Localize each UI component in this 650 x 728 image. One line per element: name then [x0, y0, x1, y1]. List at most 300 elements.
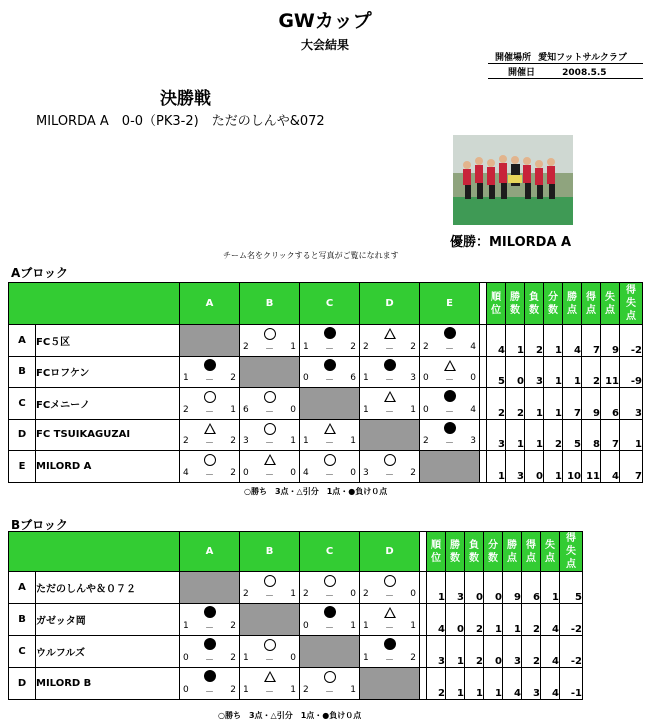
stat-value: -9: [620, 356, 643, 388]
match-score: [183, 436, 236, 449]
match-score: [243, 468, 296, 481]
score-against: 2: [350, 341, 356, 352]
stat-header-char: 順: [491, 291, 501, 303]
match-cell: [240, 636, 300, 668]
match-cell: [360, 636, 420, 668]
stat-value: 4: [563, 325, 582, 357]
stat-header-char: 負: [529, 291, 539, 303]
score-for: 0: [423, 404, 429, 415]
match-cell: [240, 325, 300, 357]
match-cell: [300, 572, 360, 604]
score-against: 2: [230, 467, 236, 478]
stat-header: [544, 283, 563, 325]
column-header: C: [300, 283, 360, 325]
win-circle-icon: [384, 454, 396, 466]
match-cell: [240, 668, 300, 700]
score-dash: －: [264, 470, 274, 481]
score-against: 1: [350, 621, 356, 631]
stat-header: [446, 532, 465, 572]
score-dash: －: [324, 624, 334, 634]
block-a-body: [9, 283, 643, 483]
score-dash: －: [384, 376, 394, 386]
score-against: 6: [350, 373, 356, 383]
score-for: 0: [303, 373, 309, 383]
match-score: [183, 653, 236, 666]
stat-header: [563, 283, 582, 325]
separator: [480, 388, 487, 420]
stat-value: -2: [560, 604, 583, 636]
score-dash: －: [324, 376, 334, 386]
team-name-link[interactable]: FCロフケン: [36, 356, 180, 388]
score-against: 0: [410, 589, 416, 599]
stat-value: 0: [525, 451, 544, 483]
stat-value: 1: [503, 604, 522, 636]
column-header: C: [300, 532, 360, 572]
match-score: [303, 342, 356, 355]
win-circle-icon: [324, 671, 336, 683]
score-for: 1: [303, 436, 309, 446]
venue-label: 開催場所: [495, 53, 532, 63]
loss-dot-icon: [444, 327, 456, 339]
separator: [480, 356, 487, 388]
match-score: [183, 685, 236, 698]
separator: [420, 668, 427, 700]
score-for: 0: [183, 653, 189, 663]
match-score: [303, 373, 356, 386]
final-result: MILORDA A 0-0（PK3-2) ただのしんや&072: [36, 114, 325, 129]
team-row: [9, 419, 643, 451]
score-for: 2: [423, 341, 429, 352]
draw-triangle-icon: [384, 391, 396, 402]
match-score: [183, 468, 236, 481]
stat-value: 2: [465, 636, 484, 668]
stat-header-char: 分: [488, 539, 498, 551]
stat-header-char: 位: [491, 304, 501, 316]
column-header: B: [240, 532, 300, 572]
stat-value: 1: [525, 419, 544, 451]
score-against: 2: [230, 373, 236, 383]
stat-value: 5: [487, 356, 506, 388]
win-circle-icon: [204, 454, 216, 466]
match-cell: [300, 604, 360, 636]
match-cell: [360, 572, 420, 604]
stat-header-char: 失: [566, 546, 576, 557]
match-cell: [420, 419, 480, 451]
stat-value: 4: [427, 604, 446, 636]
draw-triangle-icon: [264, 671, 276, 682]
date-value: 2008.5.5: [562, 68, 607, 78]
stat-header-char: 点: [566, 559, 576, 570]
column-header: D: [360, 532, 420, 572]
win-circle-icon: [264, 639, 276, 651]
score-for: 2: [243, 589, 249, 599]
separator: [420, 532, 427, 572]
stat-value: 1: [563, 356, 582, 388]
stat-value: 1: [525, 388, 544, 420]
stat-value: 5: [560, 572, 583, 604]
draw-triangle-icon: [384, 607, 396, 618]
date-label: 開催日: [508, 68, 536, 78]
stat-value: 2: [525, 325, 544, 357]
score-dash: －: [324, 470, 334, 481]
score-for: 3: [243, 436, 249, 446]
team-name-link[interactable]: FC５区: [36, 325, 180, 357]
self-match-cell: [240, 604, 300, 636]
stat-value: 3: [506, 451, 525, 483]
loss-dot-icon: [204, 606, 216, 618]
header-row: [9, 532, 583, 572]
score-against: 0: [290, 467, 296, 478]
score-for: 1: [183, 373, 189, 383]
stat-value: 3: [620, 388, 643, 420]
win-circle-icon: [264, 391, 276, 403]
stat-value: 7: [620, 451, 643, 483]
stat-value: 7: [563, 388, 582, 420]
match-score: [183, 405, 236, 418]
stat-header-char: 数: [450, 552, 460, 564]
separator: [480, 419, 487, 451]
stat-header-char: 点: [567, 304, 577, 316]
match-score: [303, 436, 356, 449]
score-dash: －: [444, 439, 454, 449]
match-cell: [360, 451, 420, 483]
stat-header-char: 数: [529, 304, 539, 316]
stat-header-char: 点: [626, 311, 636, 322]
stat-header-char: 得: [586, 291, 596, 303]
loss-dot-icon: [204, 359, 216, 371]
stat-value: 5: [563, 419, 582, 451]
match-score: [303, 685, 356, 698]
separator: [480, 451, 487, 483]
win-circle-icon: [324, 575, 336, 587]
block-b-legend: ○勝ち 3点・△引分 1点・●負け０点: [218, 711, 362, 720]
score-for: 3: [363, 467, 369, 478]
stat-value: 3: [446, 572, 465, 604]
score-against: 2: [230, 685, 236, 695]
stat-value: 6: [522, 572, 541, 604]
score-against: 0: [290, 653, 296, 663]
self-match-cell: [180, 572, 240, 604]
stat-value: 0: [506, 356, 525, 388]
score-against: 2: [230, 436, 236, 446]
match-score: [183, 621, 236, 634]
draw-triangle-icon: [204, 423, 216, 434]
match-score: [243, 589, 296, 602]
stat-value: 1: [446, 636, 465, 668]
score-for: 2: [303, 589, 309, 599]
self-match-cell: [360, 419, 420, 451]
stat-value: 0: [484, 636, 503, 668]
stat-header: [582, 283, 601, 325]
header-corner: [9, 283, 180, 325]
team-name-link[interactable]: ウルフルズ: [36, 636, 180, 668]
score-for: 2: [303, 685, 309, 695]
score-for: 0: [183, 685, 189, 695]
win-circle-icon: [264, 423, 276, 435]
score-dash: －: [444, 344, 454, 355]
score-dash: －: [444, 376, 454, 386]
match-score: [363, 342, 416, 355]
score-for: 1: [363, 373, 369, 383]
team-row: [9, 356, 643, 388]
match-score: [423, 342, 476, 355]
stat-header-char: 勝: [450, 539, 460, 551]
winner-label: 優勝：MILORDA A: [450, 235, 572, 250]
team-name-link[interactable]: FC TSUIKAGUZAI: [36, 419, 180, 451]
team-name-link[interactable]: MILORD B: [36, 668, 180, 700]
separator: [480, 325, 487, 357]
score-dash: －: [264, 407, 274, 418]
winner-team-photo[interactable]: [453, 135, 573, 225]
match-score: [303, 468, 356, 481]
win-circle-icon: [324, 454, 336, 466]
match-cell: [180, 668, 240, 700]
score-for: 4: [183, 467, 189, 478]
stat-header-char: 勝: [507, 539, 517, 551]
block-a-table: [8, 282, 643, 483]
stat-value: 2: [487, 388, 506, 420]
self-match-cell: [300, 636, 360, 668]
match-cell: [300, 451, 360, 483]
column-header: A: [180, 283, 240, 325]
stat-header-char: 得: [566, 533, 576, 544]
match-cell: [300, 356, 360, 388]
stat-value: 8: [582, 419, 601, 451]
row-label: B: [9, 604, 36, 636]
team-name-link[interactable]: ただのしんや＆０７２: [36, 572, 180, 604]
stat-value: 9: [601, 325, 620, 357]
match-cell: [300, 419, 360, 451]
match-cell: [300, 668, 360, 700]
score-for: 0: [303, 621, 309, 631]
score-against: 1: [230, 404, 236, 415]
stat-value: 0: [484, 572, 503, 604]
self-match-cell: [240, 356, 300, 388]
match-cell: [240, 572, 300, 604]
score-against: 4: [470, 341, 476, 352]
column-header: E: [420, 283, 480, 325]
stat-header-char: 勝: [510, 291, 520, 303]
score-for: 1: [363, 653, 369, 663]
stat-value: 1: [487, 451, 506, 483]
team-row: [9, 636, 583, 668]
stat-value: 1: [465, 668, 484, 700]
row-label: E: [9, 451, 36, 483]
stat-value: 2: [465, 604, 484, 636]
match-score: [243, 685, 296, 698]
separator: [420, 572, 427, 604]
loss-dot-icon: [444, 390, 456, 402]
block-b-table: [8, 531, 583, 700]
match-score: [423, 373, 476, 386]
stat-header: [541, 532, 560, 572]
stat-header-char: 順: [431, 539, 441, 551]
row-label: C: [9, 388, 36, 420]
score-dash: －: [264, 439, 274, 449]
stat-value: 0: [465, 572, 484, 604]
stat-header-char: 位: [431, 552, 441, 564]
score-for: 2: [243, 341, 249, 352]
stat-header: [601, 283, 620, 325]
stat-value: 9: [503, 572, 522, 604]
score-for: 2: [363, 341, 369, 352]
separator: [480, 283, 487, 325]
stat-value: 1: [446, 668, 465, 700]
score-for: 1: [243, 685, 249, 695]
match-cell: [180, 636, 240, 668]
match-score: [303, 589, 356, 602]
loss-dot-icon: [324, 359, 336, 371]
score-against: 1: [290, 589, 296, 599]
score-for: 1: [243, 653, 249, 663]
match-score: [363, 405, 416, 418]
stat-value: 2: [544, 419, 563, 451]
score-dash: －: [324, 344, 334, 355]
match-score: [363, 621, 416, 634]
score-dash: －: [264, 688, 274, 698]
stat-header-char: 点: [526, 552, 536, 564]
score-against: 0: [350, 589, 356, 599]
match-score: [423, 436, 476, 449]
self-match-cell: [420, 451, 480, 483]
match-cell: [360, 325, 420, 357]
match-cell: [420, 356, 480, 388]
match-cell: [180, 356, 240, 388]
team-row: [9, 451, 643, 483]
stat-value: -2: [620, 325, 643, 357]
match-cell: [240, 451, 300, 483]
score-dash: －: [204, 624, 214, 634]
block-a-legend: ○勝ち 3点・△引分 1点・●負け０点: [244, 487, 388, 496]
stat-value: 7: [601, 419, 620, 451]
loss-dot-icon: [444, 422, 456, 434]
score-for: 1: [363, 404, 369, 415]
score-against: 1: [410, 404, 416, 415]
row-label: A: [9, 572, 36, 604]
stat-value: 1: [484, 604, 503, 636]
stat-header: [506, 283, 525, 325]
score-for: 4: [303, 467, 309, 478]
team-name-link[interactable]: MILORD A: [36, 451, 180, 483]
stat-header-char: 数: [548, 304, 558, 316]
team-name-link[interactable]: FCメニーノ: [36, 388, 180, 420]
separator: [420, 636, 427, 668]
stat-header-char: 数: [469, 552, 479, 564]
draw-triangle-icon: [444, 360, 456, 371]
stat-value: 3: [525, 356, 544, 388]
stat-header: [503, 532, 522, 572]
team-row: [9, 388, 643, 420]
match-score: [183, 373, 236, 386]
team-row: [9, 325, 643, 357]
stat-value: 1: [506, 325, 525, 357]
match-cell: [360, 356, 420, 388]
score-dash: －: [384, 344, 394, 355]
score-dash: －: [204, 656, 214, 666]
stat-value: 11: [582, 451, 601, 483]
match-cell: [420, 388, 480, 420]
score-against: 3: [410, 373, 416, 383]
match-cell: [240, 419, 300, 451]
stat-header-char: 点: [586, 304, 596, 316]
photo-notice: チーム名をクリックすると写真がご覧になれます: [223, 251, 399, 260]
stat-value: -1: [560, 668, 583, 700]
stat-header-char: 点: [507, 552, 517, 564]
match-cell: [180, 451, 240, 483]
stat-header-char: 失: [626, 298, 636, 309]
stat-header-char: 点: [605, 304, 615, 316]
stat-value: 1: [544, 356, 563, 388]
stat-header: [522, 532, 541, 572]
score-dash: －: [444, 407, 454, 418]
stat-value: 2: [427, 668, 446, 700]
stat-value: 4: [541, 604, 560, 636]
stat-header-char: 点: [545, 552, 555, 564]
stat-value: 1: [544, 388, 563, 420]
score-for: 2: [183, 404, 189, 415]
stat-value: 1: [544, 451, 563, 483]
score-against: 0: [290, 404, 296, 415]
score-dash: －: [204, 407, 214, 418]
match-cell: [300, 325, 360, 357]
win-circle-icon: [264, 328, 276, 340]
stat-value: 0: [446, 604, 465, 636]
row-label: D: [9, 668, 36, 700]
score-against: 2: [410, 467, 416, 478]
team-row: [9, 668, 583, 700]
stat-value: 4: [503, 668, 522, 700]
stat-value: 1: [541, 572, 560, 604]
stat-value: 3: [503, 636, 522, 668]
stat-value: 4: [541, 668, 560, 700]
team-name-link[interactable]: ガゼッタ岡: [36, 604, 180, 636]
score-dash: －: [264, 344, 274, 355]
score-against: 1: [350, 436, 356, 446]
stat-header: [427, 532, 446, 572]
stat-value: -2: [560, 636, 583, 668]
score-dash: －: [204, 470, 214, 481]
score-against: 2: [410, 341, 416, 352]
stat-value: 2: [522, 604, 541, 636]
page-title: GWカップ: [278, 10, 372, 32]
score-against: 2: [230, 653, 236, 663]
score-against: 1: [350, 685, 356, 695]
score-for: 6: [243, 404, 249, 415]
match-score: [243, 653, 296, 666]
score-dash: －: [384, 592, 394, 602]
score-dash: －: [264, 656, 274, 666]
stat-value: 2: [582, 356, 601, 388]
stat-value: 4: [601, 451, 620, 483]
match-cell: [180, 419, 240, 451]
score-for: 2: [423, 436, 429, 446]
score-against: 2: [410, 653, 416, 663]
score-dash: －: [384, 470, 394, 481]
stat-value: 1: [427, 572, 446, 604]
score-against: 4: [470, 404, 476, 415]
match-score: [243, 436, 296, 449]
team-photo-image: [453, 135, 573, 225]
win-circle-icon: [264, 575, 276, 587]
draw-triangle-icon: [264, 454, 276, 465]
score-dash: －: [384, 407, 394, 418]
row-label: B: [9, 356, 36, 388]
stat-value: 3: [487, 419, 506, 451]
score-against: 1: [290, 685, 296, 695]
score-dash: －: [204, 688, 214, 698]
row-label: A: [9, 325, 36, 357]
match-score: [243, 405, 296, 418]
